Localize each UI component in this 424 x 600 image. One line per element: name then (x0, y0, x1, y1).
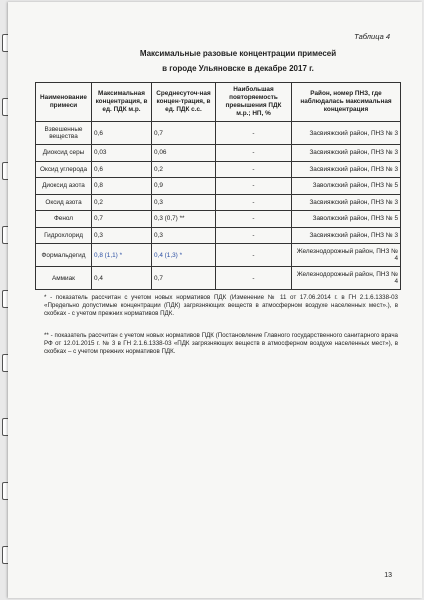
cell-avg: 0,3 (152, 194, 216, 211)
cell-avg: 0,9 (152, 178, 216, 195)
cell-substance: Гидрохлорид (36, 227, 92, 244)
cell-avg: 0,3 (152, 227, 216, 244)
cell-region: Засвияжский район, ПНЗ № 3 (292, 161, 401, 178)
cell-max: 0,4 (92, 267, 152, 290)
table-row (36, 267, 401, 290)
cell-np: - (216, 227, 292, 244)
table-row (36, 161, 401, 178)
cell-avg: 0,4 (1,3) * (152, 244, 216, 267)
cell-np: - (216, 194, 292, 211)
cell-region: Засвияжский район, ПНЗ № 3 (292, 145, 401, 162)
header-region: Район, номер ПНЗ, где наблюдалась максимальная концентрация (292, 83, 401, 122)
cell-np: - (216, 211, 292, 228)
cell-substance: Диоксид азота (36, 178, 92, 195)
cell-max: 0,6 (92, 122, 152, 145)
cell-avg: 0,3 (0,7) ** (152, 211, 216, 228)
cell-region: Заволжский район, ПНЗ № 5 (292, 211, 401, 228)
cell-substance: Оксид углерода (36, 161, 92, 178)
concentration-table (35, 82, 401, 290)
cell-region: Заволжский район, ПНЗ № 5 (292, 178, 401, 195)
header-daily-concentration: Среднесуточ-ная концен-трация, в ед. ПДК с.с. (152, 83, 216, 122)
cell-np: - (216, 161, 292, 178)
cell-np: - (216, 145, 292, 162)
footnote-double-asterisk: ** - показатель рассчитан с учетом новых нормативов ПДК (Постановление Главного государственного санитарного врача РФ от 12.01.2015 г. № 3 в ГН 2.1.6.1338-03 «ПДК загрязняющих веществ в атмосферном воздухе населенных мест»), в скобках – с учетом прежних нормативов ПДК. (44, 332, 398, 356)
header-max-concentration: Максимальная концентрация, в ед. ПДК м.р. (92, 83, 152, 122)
cell-max: 0,03 (92, 145, 152, 162)
page-title (68, 46, 408, 76)
cell-max: 0,6 (92, 161, 152, 178)
cell-substance: Взвешенные вещества (36, 122, 92, 145)
cell-max: 0,3 (92, 227, 152, 244)
footnote-single-asterisk: * - показатель рассчитан с учетом новых нормативов ПДК (Изменение № 11 от 17.06.2014 г. в ГН 2.1.6.1338-03 «Предельно допустимые концентрации (ПДК) загрязняющих веществ в атмосферном воздухе населенных мест».), в скобках - с учетом прежних нормативов ПДК. (44, 294, 398, 318)
table-row (36, 211, 401, 228)
table-row (36, 194, 401, 211)
cell-np: - (216, 244, 292, 267)
cell-avg: 0,06 (152, 145, 216, 162)
header-repeatability: Наибольшая повторяемость превышения ПДК м.р.; НП, % (216, 83, 292, 122)
header-substance: Наименование примеси (36, 83, 92, 122)
cell-substance: Формальдегид (36, 244, 92, 267)
table-row (36, 178, 401, 195)
cell-max: 0,7 (92, 211, 152, 228)
table-row (36, 145, 401, 162)
cell-avg: 0,7 (152, 267, 216, 290)
title-line-1: Максимальные разовые концентрации примесей (139, 49, 337, 58)
cell-max: 0,2 (92, 194, 152, 211)
cell-np: - (216, 122, 292, 145)
page-number: 13 (384, 572, 392, 579)
cell-avg: 0,2 (152, 161, 216, 178)
cell-substance: Фенол (36, 211, 92, 228)
cell-region: Засвияжский район, ПНЗ № 3 (292, 194, 401, 211)
cell-max: 0,8 (92, 178, 152, 195)
document-page (8, 2, 422, 598)
cell-np: - (216, 267, 292, 290)
title-line-2: в городе Ульяновске в декабре 2017 г. (162, 64, 314, 73)
cell-region: Железнодорожный район, ПНЗ № 4 (292, 267, 401, 290)
cell-substance: Аммиак (36, 267, 92, 290)
cell-region: Засвияжский район, ПНЗ № 3 (292, 122, 401, 145)
cell-region: Засвияжский район, ПНЗ № 3 (292, 227, 401, 244)
cell-max: 0,8 (1,1) * (92, 244, 152, 267)
table-row (36, 227, 401, 244)
cell-avg: 0,7 (152, 122, 216, 145)
cell-np: - (216, 178, 292, 195)
table-label: Таблица 4 (354, 32, 390, 41)
table-row (36, 244, 401, 267)
table-row (36, 122, 401, 145)
cell-substance: Диоксид серы (36, 145, 92, 162)
table-header-row (36, 83, 401, 122)
cell-substance: Оксид азота (36, 194, 92, 211)
cell-region: Железнодорожный район, ПНЗ № 4 (292, 244, 401, 267)
